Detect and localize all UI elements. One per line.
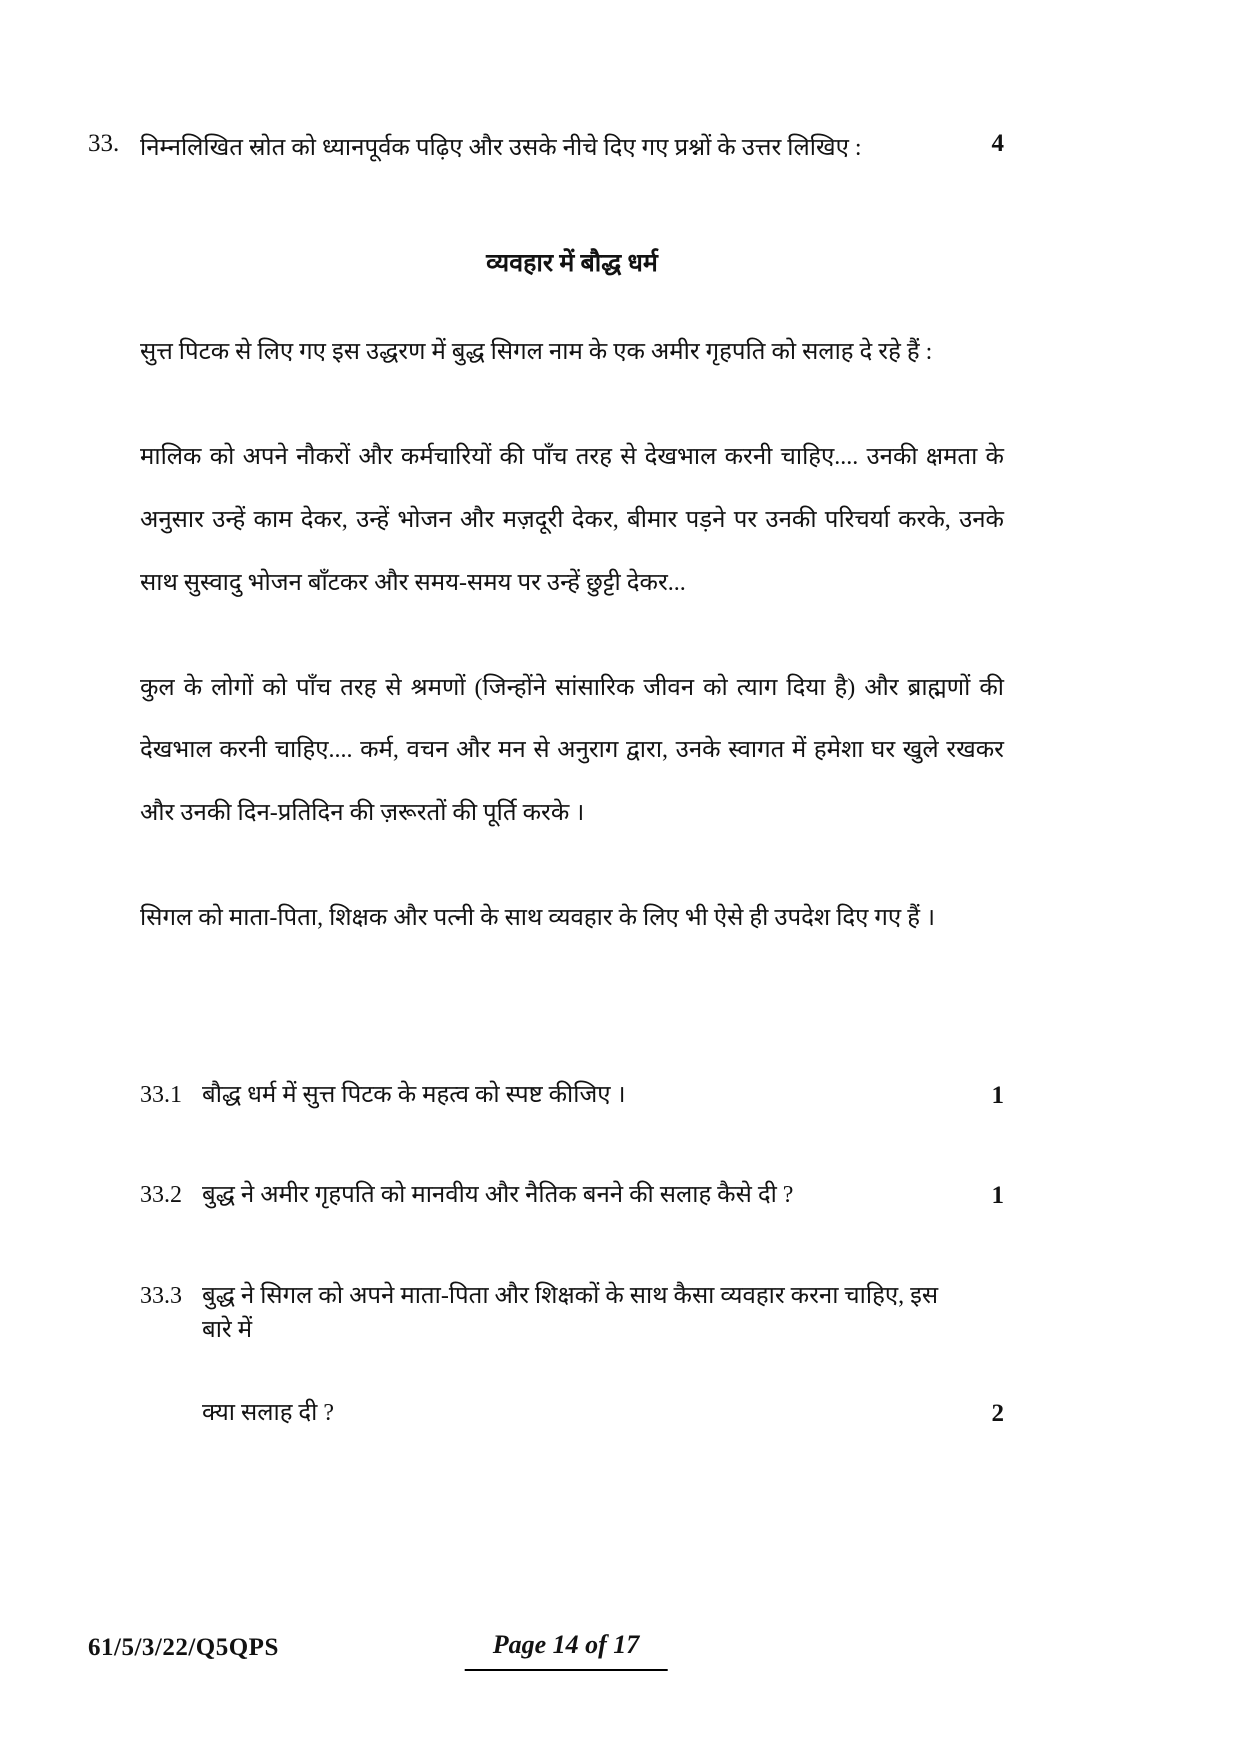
source-title: व्यवहार में बौद्ध धर्म — [486, 250, 658, 277]
sub-question-number: 33.2 — [140, 1182, 182, 1209]
sub-question-text: बुद्ध ने अमीर गृहपति को मानवीय और नैतिक बनने की सलाह कैसे दी ? — [202, 1182, 794, 1209]
sub-question-line — [140, 1178, 1004, 1214]
sub-question-number: 33.3 — [140, 1282, 182, 1309]
question-number: 33. — [88, 130, 120, 157]
source-paragraph-1: सुत्त पिटक से लिए गए इस उद्धरण में बुद्ध सिगल नाम के एक अमीर गृहपति को सलाह दे रहे हैं : — [140, 339, 933, 365]
sub-question-text: क्या सलाह दी ? — [202, 1400, 335, 1427]
sub-question-marks: 1 — [991, 1082, 1004, 1109]
sub-question-number: 33.1 — [140, 1082, 182, 1108]
page-content — [88, 130, 1004, 1432]
sub-question-line — [140, 1078, 1004, 1114]
source-paragraph-2: मालिक को अपने नौकरों और कर्मचारियों की पाँच तरह से देखभाल करनी चाहिए.... उनकी क्षमता के अनुसार उन्हें काम देकर, उन्हें भोजन और मज़दूरी देकर, बीमार पड़ने पर उनकी परिचर्या करके, उनके साथ सुस्वादु भोजन बाँटकर और समय-समय पर उन्हें छुट्टी देकर... — [140, 443, 1004, 596]
question-text: निम्नलिखित स्रोत को ध्यानपूर्वक पढ़िए और उसके नीचे दिए गए प्रश्नों के उत्तर लिखिए : — [140, 135, 862, 161]
source-passage — [140, 245, 1004, 950]
sub-question-text: बुद्ध ने सिगल को अपने माता-पिता और शिक्षकों के साथ कैसा व्यवहार करना चाहिए, इस बारे में — [202, 1282, 939, 1344]
sub-question-line-continuation — [140, 1396, 1004, 1432]
sub-question-33-3 — [140, 1279, 1004, 1433]
paper-code: 61/5/3/22/Q5QPS — [88, 1634, 279, 1661]
page-footer — [88, 1630, 1044, 1676]
sub-questions — [88, 1078, 1004, 1432]
sub-question-line — [140, 1279, 1004, 1349]
sub-question-33-2 — [140, 1178, 1004, 1214]
sub-question-33-1 — [140, 1078, 1004, 1114]
question-33-row — [88, 130, 1004, 163]
source-paragraph-3: कुल के लोगों को पाँच तरह से श्रमणों (जिन्होंने सांसारिक जीवन को त्याग दिया है) और ब्राह्मणों की देखभाल करनी चाहिए.... कर्म, वचन और मन से अनुराग द्वारा, उनके स्वागत में हमेशा घर खुले रखकर और उनकी दिन-प्रतिदिन की ज़रूरतों की पूर्ति करके । — [140, 674, 1004, 827]
sub-question-text: बौद्ध धर्म में सुत्त पिटक के महत्व को स्पष्ट कीजिए । — [202, 1082, 626, 1108]
sub-question-marks: 1 — [991, 1182, 1004, 1210]
question-marks: 4 — [991, 130, 1004, 157]
page-number: Page 14 of 17 — [465, 1630, 668, 1671]
sub-question-marks: 2 — [991, 1400, 1004, 1428]
source-paragraph-4: सिगल को माता-पिता, शिक्षक और पत्नी के साथ व्यवहार के लिए भी ऐसे ही उपदेश दिए गए हैं । — [140, 905, 936, 932]
